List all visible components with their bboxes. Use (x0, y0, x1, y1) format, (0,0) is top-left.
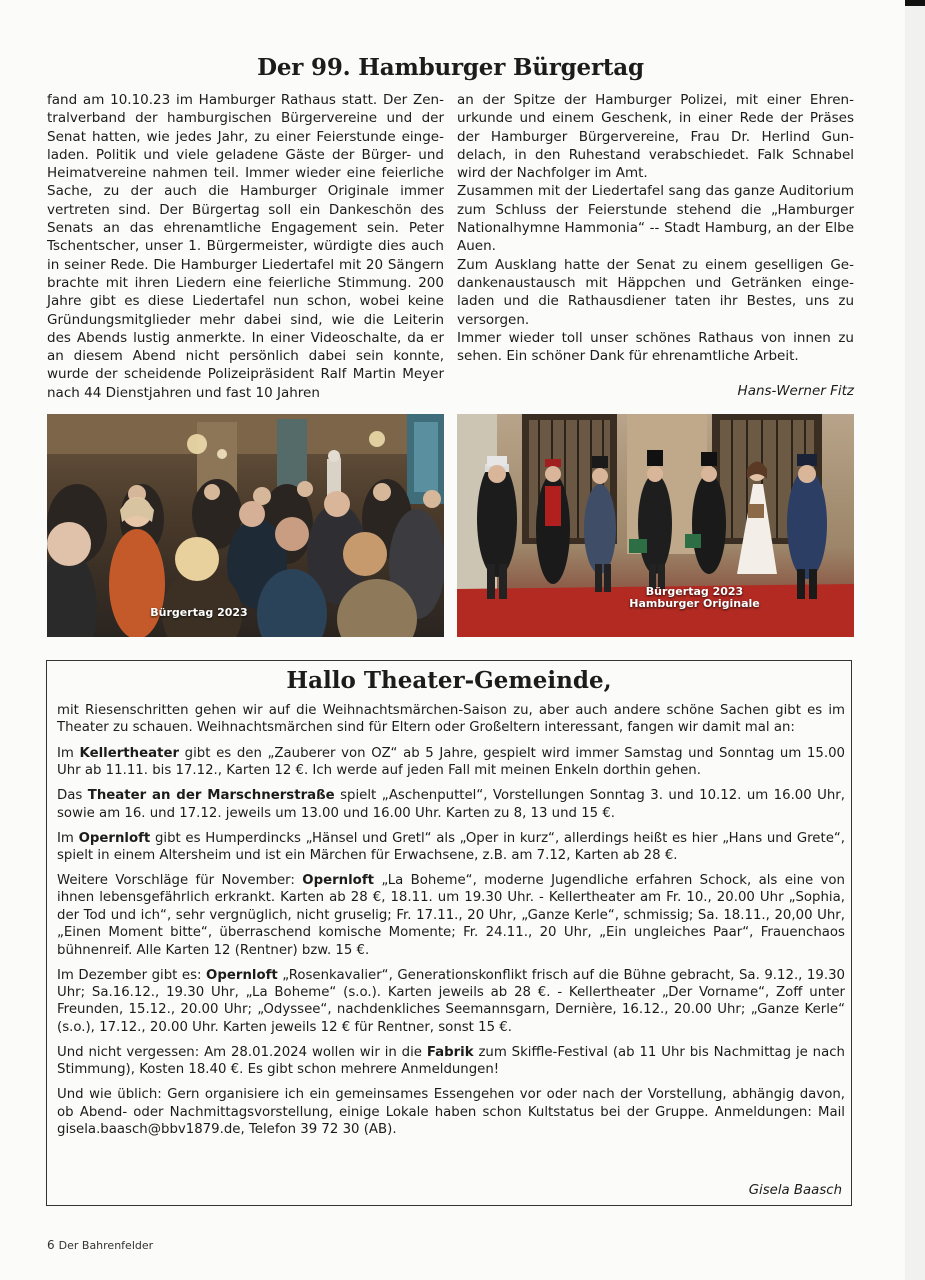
theater-intro: mit Riesenschritten gehen wir auf die Weihnachtsmärchen-Saison zu, aber auch andere schöne Sachen gibt es im Theater zu schauen. Weihnachtsmärchen sind für Eltern oder Großeltern interessant, fangen wir damit mal an: (57, 703, 845, 736)
article-author: Hans-Werner Fitz (737, 383, 854, 399)
article-paragraph: Immer wieder toll unser schönes Rathaus von innen zu sehen. Ein schöner Dank für ehrenamtliche Arbeit. (457, 329, 854, 365)
theater-paragraph: Und wie üblich: Gern organisiere ich ein gemeinsames Essengehen vor oder nach der Vorstellung, abhängig davon, ob Abend- oder Nachmittagsvorstellung, einige Lokale haben schon Kultstatus bei der Gruppe. Anmeldungen: Mail gisela.baasch@bbv1879.de, Telefon 39 72 30 (AB). (57, 1087, 845, 1138)
photo-caption (627, 586, 762, 610)
page-edge-mark (905, 0, 925, 6)
photo-caption: Bürgertag 2023 (150, 606, 248, 619)
paragraph-text: spielt „Aschenputtel“, Vorstellungen Sonntag 3. und 10.12. um 16.00 Uhr, sowie am 16. und 17.12. jeweils um 13.00 und 16.00 Uhr. Karten zu 8, 13 und 15 €. (57, 788, 845, 821)
page-footer (47, 1238, 153, 1252)
theater-paragraph (57, 830, 845, 865)
venue-name: Kellertheater (79, 745, 180, 761)
article-column-right (457, 91, 854, 365)
paragraph-text: zum Skiffle-Festival (ab 11 Uhr bis Nachmittag je nach Stimmung), Kosten 18.40 €. Es gibt schon mehrere Anmeldungen! (57, 1044, 845, 1078)
article-paragraph: Zum Ausklang hatte der Senat zu einem geselligen Gedankenaustausch mit Häppchen und Getränken eingeladen und die Rathausdiener taten ihr Bestes, uns zu versorgen. (457, 256, 854, 328)
theater-paragraph (57, 745, 845, 780)
paragraph-text: „La Boheme“, moderne Jugendliche erfahren Schock, als eine von ihnen lebensgefährlich erkrankt. Karten ab 28 €, 18.11. um 19.30 Uhr. - Kellertheater am Fr. 10., 20.00 Uhr „Sophia, der Tod und ich“, sehr vergnüglich, nicht gruselig; Fr. 17.11., 20 Uhr, „Ganze Kerle“, schmissig; Sa. 18.11., 20,00 Uhr, „Einen Moment bitte“, überraschend komische Momente; Fr. 24.11., 20 Uhr, „Ein ungleiches Paar“, Frauenchaos bühnenreif. Alle Karten 12 (Rentner) bzw. 15 €. (57, 873, 845, 958)
photo-caption-line-2: Hamburger Originale (629, 597, 760, 610)
paragraph-text: Das (57, 788, 88, 804)
venue-name: Theater an der Marschnerstraße (87, 788, 335, 804)
theater-paragraph (57, 872, 845, 959)
article-paragraph: Zusammen mit der Liedertafel sang das ganze Auditorium zum Schluss der Feierstunde stehend die „Hamburger Nationalhymne Hammonia“ -- Stadt Hamburg, an der Elbe Auen. (457, 183, 854, 255)
magazine-name: Der Bahrenfelder (58, 1239, 154, 1252)
venue-name: Opernloft (78, 830, 151, 846)
paragraph-text: Und nicht vergessen: Am 28.01.2024 wollen wir in die (57, 1044, 427, 1060)
photo-caption-line-1: Bürgertag 2023 (645, 585, 744, 598)
paragraph-text: gibt es den „Zauberer von OZ“ ab 5 Jahre, gespielt wird immer Samstag und Sonntag um 15.00 Uhr ab 11.11. bis 17.12., Karten 12 €. Ich werde auf jeden Fall mit meinen Enkeln dorthin gehen. (57, 745, 845, 779)
theater-paragraph (57, 1044, 845, 1079)
theater-paragraph (57, 787, 845, 822)
page-number: 6 (47, 1238, 55, 1252)
article-paragraph: fand am 10.10.23 im Hamburger Rathaus statt. Der Zentralverband der hamburgischen Bürgervereine und der Senat hatten, wie jedes Jahr, zu einer Feierstunde eingeladen. Politik und viele geladene Gäste der Bürger- und Heimatvereine nahmen teil. Immer wieder eine feierliche Sache, zu der auch die Hamburger Originale immer vertreten sind. Der Bürgertag soll ein Dankeschön des Senats an das ehrenamtliche Engagement sein. Peter Tschentscher, unser 1. Bürgermeister, würdigte dies auch in seiner Rede. Die Hamburger Liedertafel mit 20 Sängern brachte mit ihren Liedern eine feierliche Stimmung. 200 Jahre gibt es diese Liedertafel nun schon, wobei keine Gründungsmitglieder mehr dabei sind, wie die Leiterin des Abends lustig anmerkte. In einer Videoschalte, da er an diesem Abend nicht persönlich dabei sein konnte, wurde der scheidende Polizeipräsident Ralf Martin Meyer nach 44 Dienstjahren und fast 10 Jahren (47, 92, 444, 401)
venue-name: Opernloft (206, 967, 278, 983)
venue-name: Opernloft (302, 873, 374, 889)
paragraph-text: Im (57, 745, 80, 761)
article-title: Der 99. Hamburger Bürgertag (257, 54, 644, 81)
theater-box (46, 660, 852, 1206)
theater-title: Hallo Theater-Gemeinde, (286, 667, 612, 694)
paragraph-text: gibt es Humperdincks „Hänsel und Gretl“ als „Oper in kurz“, allerdings heißt es hier „Hans und Grete“, spielt in einem Altersheim und ist ein Märchen für Erwachsene, z.B. am 7.12, Karten ab 28 €. (57, 830, 845, 864)
paragraph-text: „Rosenkavalier“, Generationskonflikt frisch auf die Bühne gebracht, Sa. 9.12., 19.30 Uhr; Sa.16.12., 19.30 Uhr, „La Boheme“ (s.o.). Karten jeweils ab 28 €. - Kellertheater „Der Vorname“, Zoff unter Freunden, 15.12., 20.00 Uhr; „Odyssee“, nachdenkliches Seemannsgarn, Dernière, 16.12., 20.00 Uhr; „Ganze Kerle“ (s.o.), 17.12., 20.00 Uhr. Karten jeweils 12 € für Rentner, sonst 15 €. (57, 967, 846, 1035)
photo-hamburger-originale (457, 414, 854, 637)
article-column-left (47, 91, 444, 402)
article-paragraph: an der Spitze der Hamburger Polizei, mit einer Ehrenurkunde und einem Geschenk, in einer Rede der Präses der Hamburger Bürgervereine, Frau Dr. Herlind Gundelach, in den Ruhestand verabschiedet. Falk Schnabel wird der Nachfolger im Amt. (457, 92, 854, 182)
theater-paragraph (57, 967, 845, 1037)
paragraph-text: Im (57, 830, 79, 846)
photo-reception-crowd (47, 414, 444, 637)
paragraph-text: Im Dezember gibt es: (57, 967, 207, 983)
theater-body (57, 702, 845, 1146)
theater-author: Gisela Baasch (748, 1183, 842, 1198)
page-edge (905, 0, 925, 1280)
venue-name: Fabrik (426, 1044, 474, 1060)
paragraph-text: Weitere Vorschläge für November: (57, 873, 303, 889)
